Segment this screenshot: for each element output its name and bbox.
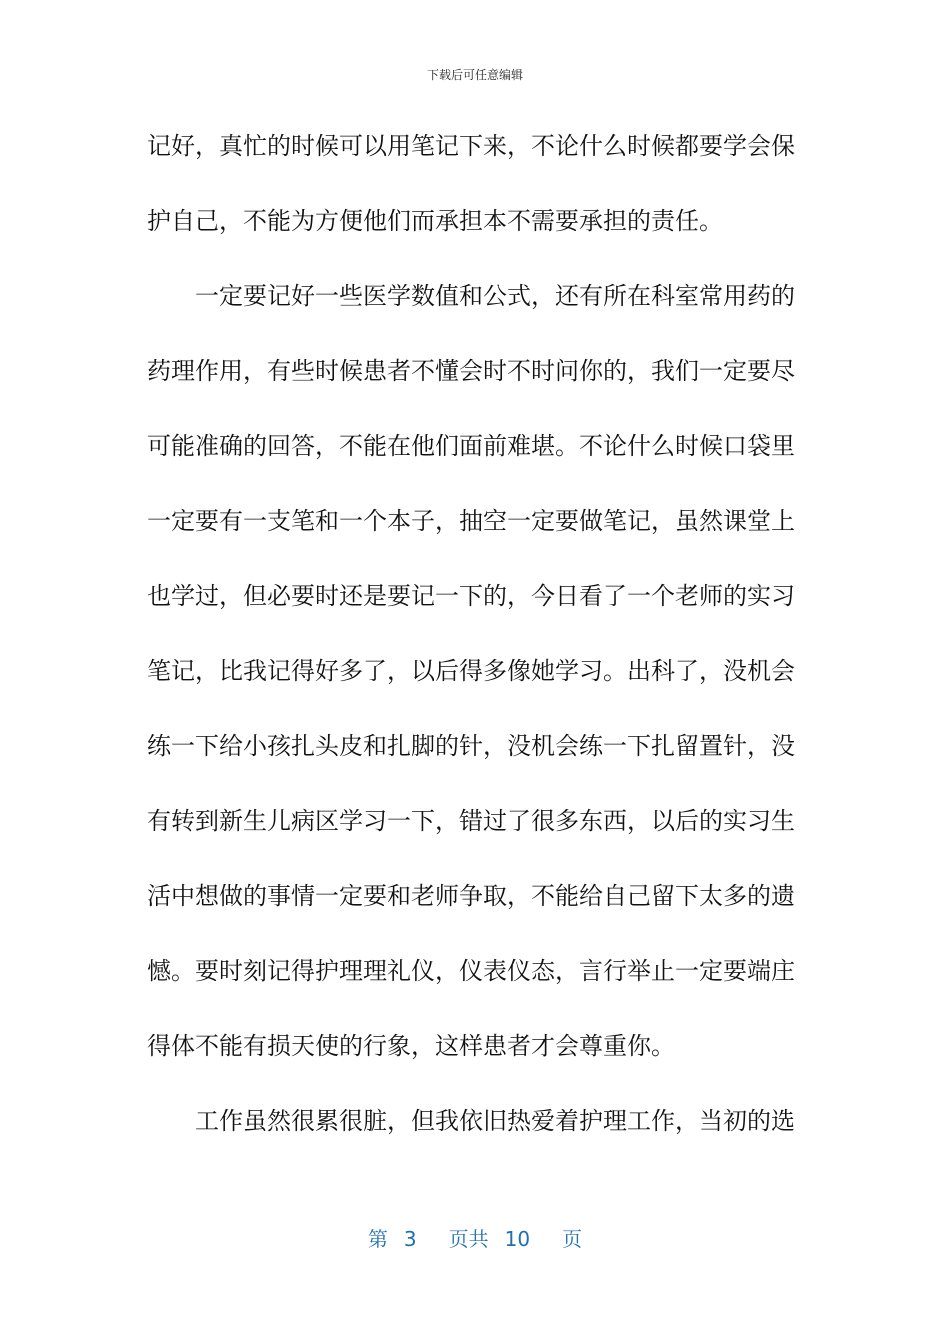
page-footer xyxy=(0,1226,950,1252)
text-line: 憾。要时刻记得护理理礼仪，仪表仪态，言行举止一定要端庄 xyxy=(147,957,795,985)
footer-suffix: 页 xyxy=(562,1227,583,1251)
text-line: 练一下给小孩扎头皮和扎脚的针，没机会练一下扎留置针，没 xyxy=(147,732,795,760)
text-line: 可能准确的回答，不能在他们面前难堪。不论什么时候口袋里 xyxy=(147,432,795,460)
text-line: 一定要记好一些医学数值和公式，还有所在科室常用药的 xyxy=(195,282,795,310)
text-line: 护自己，不能为方便他们而承担本不需要承担的责任。 xyxy=(147,207,723,235)
footer-prefix: 第 xyxy=(367,1227,388,1251)
current-page-number: 3 xyxy=(403,1227,417,1251)
header-note: 下载后可任意编辑 xyxy=(426,68,523,82)
total-page-number: 10 xyxy=(504,1227,531,1251)
footer-middle: 页共 xyxy=(448,1227,489,1251)
text-line: 得体不能有损天使的行象，这样患者才会尊重你。 xyxy=(147,1032,675,1060)
text-line: 笔记，比我记得好多了，以后得多像她学习。出科了，没机会 xyxy=(147,657,795,685)
text-line: 一定要有一支笔和一个本子，抽空一定要做笔记，虽然课堂上 xyxy=(147,507,795,535)
text-line: 记好，真忙的时候可以用笔记下来，不论什么时候都要学会保 xyxy=(147,132,795,160)
text-line: 也学过，但必要时还是要记一下的，今日看了一个老师的实习 xyxy=(147,582,795,610)
text-line: 有转到新生儿病区学习一下，错过了很多东西，以后的实习生 xyxy=(147,807,795,835)
text-line: 工作虽然很累很脏，但我依旧热爱着护理工作，当初的选 xyxy=(195,1107,795,1135)
text-line: 药理作用，有些时候患者不懂会时不时问你的，我们一定要尽 xyxy=(147,357,795,385)
text-line: 活中想做的事情一定要和老师争取，不能给自己留下太多的遗 xyxy=(147,882,795,910)
